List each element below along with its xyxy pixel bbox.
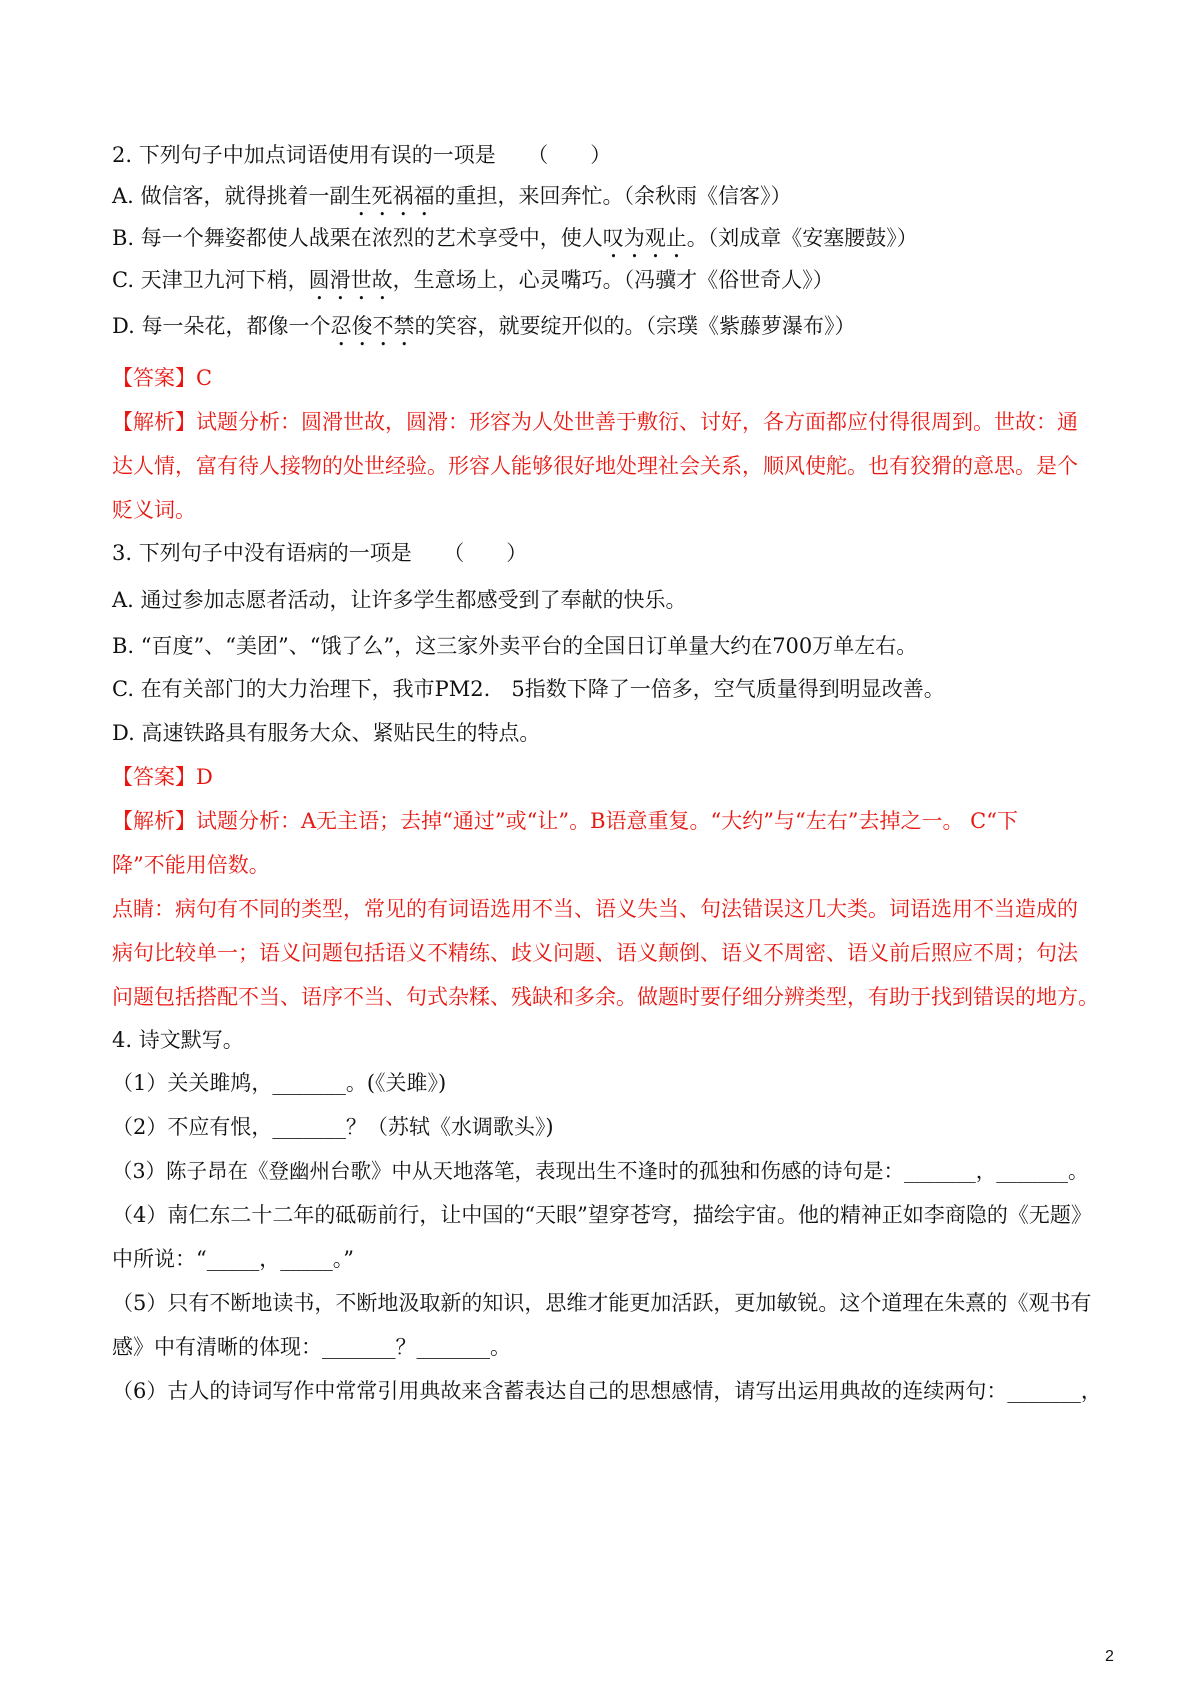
q2-analysis-line-1: 【解析】试题分析：圆滑世故，圆滑：形容为人处世善于敷衍、讨好，各方面都应付得很周到。世故：通 xyxy=(112,410,1078,434)
q4-stem: 4. 诗文默写。 xyxy=(112,1028,244,1052)
q3-answer: 【答案】D xyxy=(112,765,213,789)
q2-d-dotted-term: 忍俊不禁 xyxy=(330,314,415,338)
q2-analysis-line-2: 达人情，富有待人接物的处世经验。形容人能够很好地处理社会关系，顺风使舵。也有狡猾的意思。是个 xyxy=(112,454,1078,478)
q2-option-a: A. 做信客，就得挑着一副生死祸福的重担，来回奔忙。（余秋雨《信客》） xyxy=(112,184,792,208)
q3-option-c: C. 在有关部门的大力治理下，我市PM2. 5指数下降了一倍多，空气质量得到明显改善。 xyxy=(112,677,945,701)
q4-item-4-line-2: 中所说：“_____，_____。” xyxy=(112,1247,354,1271)
q3-analysis-line-2: 降”不能用倍数。 xyxy=(112,853,270,877)
q3-tip-line-3: 问题包括搭配不当、语序不当、句式杂糅、残缺和多余。做题时要仔细分辨类型，有助于找到错误的地方。 xyxy=(112,985,1099,1009)
q2-stem: 2. 下列句子中加点词语使用有误的一项是 （ ） xyxy=(112,143,612,167)
q3-option-d: D. 高速铁路具有服务大众、紧贴民生的特点。 xyxy=(112,721,541,745)
q2-analysis-line-3: 贬义词。 xyxy=(112,498,196,522)
page-number: 2 xyxy=(1105,1648,1114,1665)
q4-item-6-line-1: （6）古人的诗词写作中常常引用典故来含蓄表达自己的思想感情，请写出运用典故的连续两句：_______， xyxy=(112,1379,1102,1403)
q4-item-5-line-2: 感》中有清晰的体现：_______？_______。 xyxy=(112,1335,511,1359)
q3-stem: 3. 下列句子中没有语病的一项是 （ ） xyxy=(112,541,528,565)
q2-b-dotted-term: 叹为观止 xyxy=(602,226,687,250)
q3-tip-line-2: 病句比较单一；语义问题包括语义不精练、歧义问题、语义颠倒、语义不周密、语义前后照应不周；句法 xyxy=(112,941,1078,965)
q4-item-3: （3）陈子昂在《登幽州台歌》中从天地落笔，表现出生不逢时的孤独和伤感的诗句是：_______，_______。 xyxy=(112,1159,1089,1183)
q4-item-1: （1）关关雎鸠，_______。(《关雎》) xyxy=(112,1071,447,1095)
q2-option-d: D. 每一朵花，都像一个忍俊不禁的笑容，就要绽开似的。（宗璞《紫藤萝瀑布》） xyxy=(112,314,856,338)
q2-a-dotted-term: 生死祸福 xyxy=(350,184,435,208)
q4-item-4-line-1: （4）南仁东二十二年的砥砺前行，让中国的“天眼”望穿苍穹，描绘宇宙。他的精神正如李商隐的《无题》 xyxy=(112,1203,1092,1227)
q2-answer: 【答案】C xyxy=(112,366,213,390)
q2-c-dotted-term: 圆滑世故 xyxy=(308,268,393,292)
q2-option-c: C. 天津卫九河下梢，圆滑世故，生意场上，心灵嘴巧。（冯骥才《俗世奇人》） xyxy=(112,268,834,292)
q3-tip-line-1: 点睛：病句有不同的类型，常见的有词语选用不当、语义失当、句法错误这几大类。词语选用不当造成的 xyxy=(112,897,1078,921)
q4-item-5-line-1: （5）只有不断地读书，不断地汲取新的知识，思维才能更加活跃，更加敏锐。这个道理在朱熹的《观书有 xyxy=(112,1291,1092,1315)
q3-option-b: B. “百度”、“美团”、“饿了么”，这三家外卖平台的全国日订单量大约在700万单左右。 xyxy=(112,634,918,658)
q3-analysis-line-1: 【解析】试题分析：A无主语；去掉“通过”或“让”。B语意重复。“大约”与“左右”去掉之一。 C“下 xyxy=(112,809,1018,833)
q3-option-a: A. 通过参加志愿者活动，让许多学生都感受到了奉献的快乐。 xyxy=(112,588,687,612)
q2-option-b: B. 每一个舞姿都使人战栗在浓烈的艺术享受中，使人叹为观止。（刘成章《安塞腰鼓》） xyxy=(112,226,918,250)
q4-item-2: （2）不应有恨，_______？（苏轼《水调歌头》) xyxy=(112,1115,554,1139)
